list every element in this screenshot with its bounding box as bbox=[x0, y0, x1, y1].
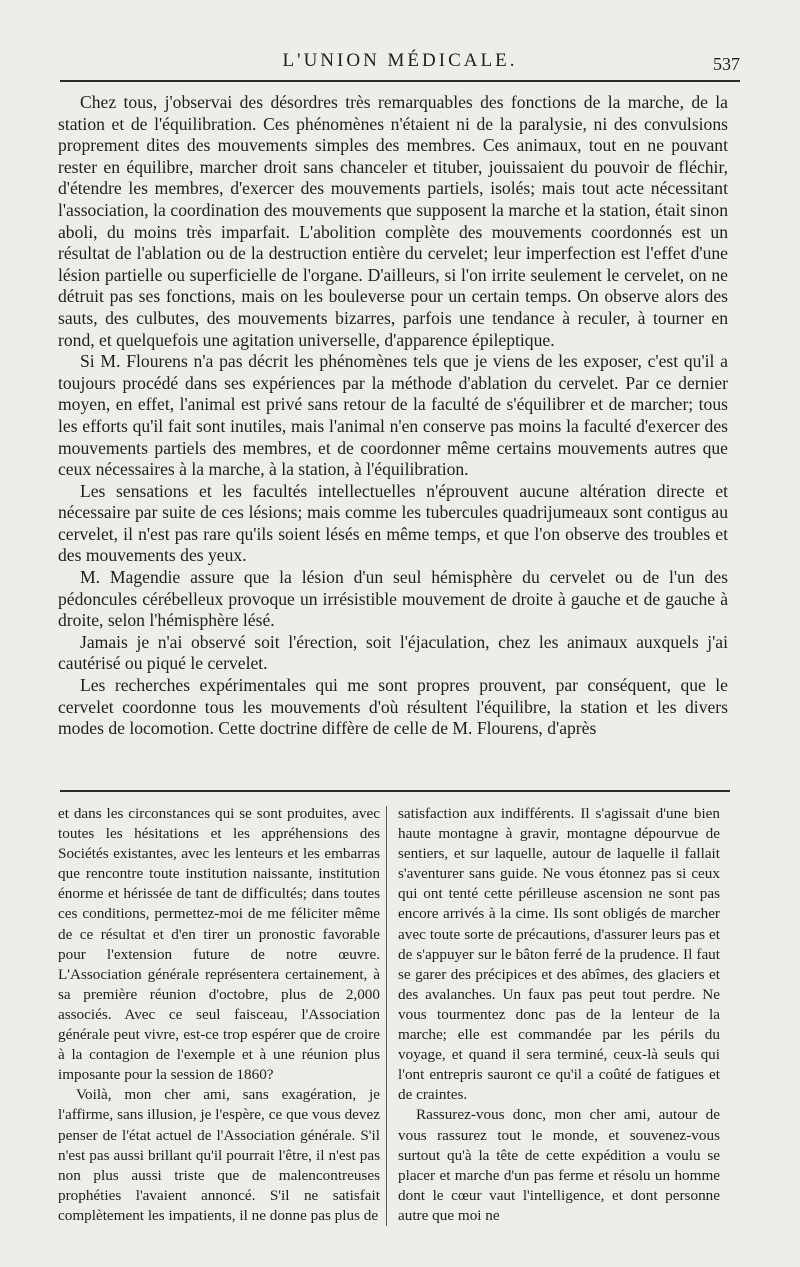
main-paragraph-4: M. Magendie assure que la lésion d'un seul hémisphère du cervelet ou de l'un des pédoncules cérébelleux provoque un irrésistible mouvement de droite à gauche et de gauche à droite, selon l'hémisphère lésé. bbox=[58, 567, 728, 631]
right-paragraph-1: satisfaction aux indifférents. Il s'agissait d'une bien haute montagne à gravir, montagne dépourvue de sentiers, et sur laquelle, autour de laquelle il fallait s'aventurer sans guide. Ne vous étonnez pas si ceux qui ont tenté cette périlleuse ascension ne sont pas encore arrivés à la cime. Ils sont obligés de marcher avec toute sorte de précautions, d'assurer leurs pas et de s'appuyer sur le bâton ferré de la prudence. Il faut se garer des précipices et des abîmes, des glaciers et des avalanches. Un faux pas peut tout perdre. Ne vous tourmentez donc pas de la lenteur de la marche; elle est commandée par les périls du voyage, et quand il sera terminé, ceux-là seuls qui l'ont entrepris sauront ce qu'il a coûté de fatigues et de craintes. bbox=[398, 805, 720, 1104]
feuilleton-rule bbox=[60, 790, 730, 792]
left-paragraph-2: Voilà, mon cher ami, sans exagération, je l'affirme, sans illusion, je l'espère, ce que vous devez penser de l'état actuel de l'Association générale. S'il n'est pas aussi brillant qu'il pourrait l'être, il n'est pas non plus aussi triste que de malencontreuses prophéties l'avaient annoncé. S'il ne satisfait complètement les impatients, il ne donne pas plus de bbox=[58, 1086, 380, 1224]
page-number: 537 bbox=[713, 54, 740, 74]
main-paragraph-6: Les recherches expérimentales qui me sont propres prouvent, par conséquent, que le cervelet coordonne tous les mouvements d'où résultent l'équilibre, la station et les divers modes de locomotion. Cette doctrine diffère de celle de M. Flourens, d'après bbox=[58, 675, 728, 739]
header-rule bbox=[60, 80, 740, 82]
left-paragraph-1: et dans les circonstances qui se sont produites, avec toutes les hésitations et les appréhensions des Sociétés existantes, avec les lenteurs et les embarras que rencontre toute institution naissante, institution énorme et hérissée de tant de difficultés; dans toutes ces conditions, permettez-moi de me féliciter même de ce résultat et d'en tirer un pronostic favorable pour l'extension future de notre œuvre. L'Association générale représentera certainement, à sa première réunion d'octobre, plus de 2,000 associés. Avec ce seul faisceau, l'Association générale peut vivre, est-ce trop espérer que de croire à la contagion de l'exemple et à une réunion plus imposante pour la session de 1860? bbox=[58, 805, 380, 1084]
column-divider bbox=[386, 806, 387, 1226]
right-paragraph-2: Rassurez-vous donc, mon cher ami, autour de vous rassurez tout le monde, et souvenez-vous surtout qu'à la tête de cette expédition a voulu se placer et marche d'un pas ferme et résolu un homme dont le cœur vaut l'intelligence, et dont personne autre que moi ne bbox=[398, 1106, 720, 1224]
main-paragraph-2: Si M. Flourens n'a pas décrit les phénomènes tels que je viens de les exposer, c'est qu'il a toujours procédé dans ses expériences par la méthode d'ablation du cervelet. Par ce dernier moyen, en effet, l'animal est privé sans retour de la faculté de s'équilibrer et de marcher; tous les efforts qu'il fait sont inutiles, mais l'animal n'en conserve pas moins la faculté d'exercer des mouvements partiels des membres, et de coordonner même certains mouvements autres que ceux nécessaires à la marche, à la station, à l'équilibration. bbox=[58, 351, 728, 480]
main-paragraph-1: Chez tous, j'observai des désordres très remarquables des fonctions de la marche, de la station et de l'équilibration. Ces phénomènes n'étaient ni de la paralysie, ni des convulsions proprement dites des mouvements simples des membres. Ces animaux, tout en ne pouvant rester en équilibre, marcher droit sans chanceler et tituber, jouissaient du pouvoir de fléchir, d'étendre les membres, d'exercer des mouvements partiels, isolés; mais tout acte nécessitant l'association, la coordination des mouvements que supposent la marche et la station, était sinon aboli, du moins très imparfait. L'abolition complète des mouvements coordonnés est un résultat de l'ablation ou de la destruction entière du cervelet; leur imperfection est l'effet d'une lésion partielle ou superficielle de l'organe. D'ailleurs, si l'on irrite seulement le cervelet, on ne détruit pas ses fonctions, mais on les bouleverse pour un certain temps. On observe alors des sauts, des culbutes, des mouvements bizarres, parfois une tendance à reculer, à tourner en rond, et quelquefois une agitation universelle, d'apparence épileptique. bbox=[58, 92, 728, 350]
main-paragraph-3: Les sensations et les facultés intellectuelles n'éprouvent aucune altération directe et nécessaire par suite de ces lésions; mais comme les tubercules quadrijumeaux sont contigus au cervelet, il n'est pas rare qu'ils soient lésés en même temps, et que l'on observe des troubles et des mouvements des yeux. bbox=[58, 480, 728, 566]
running-header bbox=[60, 50, 740, 78]
main-text bbox=[58, 92, 728, 740]
journal-title: L'UNION MÉDICALE. bbox=[282, 50, 518, 71]
main-paragraph-5: Jamais je n'ai observé soit l'érection, soit l'éjaculation, chez les animaux auxquels j'ai cautérisé ou piqué le cervelet. bbox=[58, 631, 728, 674]
right-column bbox=[398, 804, 720, 1226]
left-column bbox=[58, 804, 380, 1226]
